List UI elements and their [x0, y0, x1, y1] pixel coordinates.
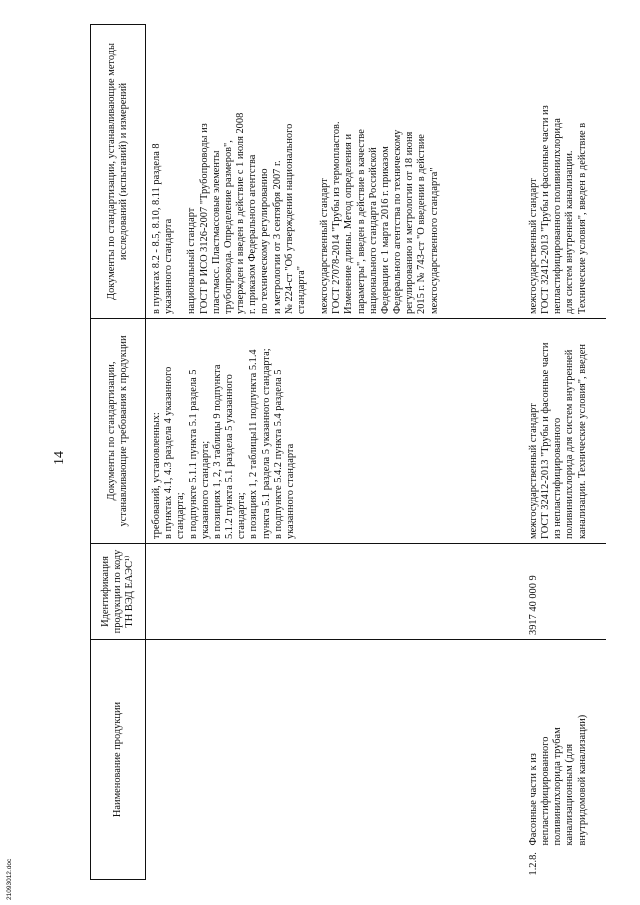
text-line: в подпункте 5.4.2 пункта 5.4 раздела 5	[272, 369, 284, 539]
text-line: стандарта;	[236, 492, 248, 539]
text-line: межгосударственный стандарт	[319, 178, 331, 314]
text-line: межгосударственного стандарта"	[428, 167, 440, 314]
table-row-continued	[146, 25, 522, 880]
text-line: в позициях 1, 2 таблицы11 подпункта 5.1.4	[248, 349, 260, 539]
cell-test-methods-continued	[146, 25, 522, 319]
name-line	[577, 644, 589, 876]
text-line: стандарта"	[295, 266, 307, 314]
standards-table	[90, 24, 606, 880]
standard-ref-gost-27078	[319, 29, 441, 315]
text-line: Фасонные части к из	[527, 753, 539, 846]
text-line: в пунктах 4.1, 4.3 раздела 4 указанного	[163, 366, 175, 539]
text-line: межгосударственный стандарт	[527, 403, 539, 539]
text-line: поливинилхлорида трубам	[552, 727, 564, 846]
text-line: поливинилхлорида для систем внутренней	[564, 349, 576, 539]
text-line: утвержден и введен в действие с 1 июля 2008	[235, 112, 247, 314]
text-line: Изменение длины. Метод определения и	[343, 134, 355, 314]
text-line: канализации. Технические условия", введен	[576, 344, 588, 539]
text-line: регулированию и метрологии от 18 июня	[404, 131, 416, 314]
name-line	[552, 644, 564, 876]
standard-ref-gost-r-iso-3126	[186, 29, 308, 315]
header-test-method-standards: Документы по стандартизации, устанавливающие методы исследований (испытаний) и измерений	[91, 25, 146, 319]
text-line: ГОСТ 32412-2013 "Трубы и фасонные части из	[540, 105, 552, 314]
header-product-name: Наименование продукции	[91, 640, 146, 880]
text-line: в подпункте 5.1.1 пункта 5.1 раздела 5	[187, 369, 199, 539]
text-line: непластифицированного	[540, 736, 552, 846]
table-header-row	[91, 25, 146, 880]
text-line: трубопровода. Определение размеров",	[222, 140, 234, 314]
text-line: ГОСТ 27078-2014 "Трубы из термопластов.	[331, 121, 343, 314]
cell-requirements-continued	[146, 319, 522, 544]
text-line: внутридомовой канализации)	[576, 714, 588, 846]
text-line: пластмасс. Пластмассовые элементы	[210, 150, 222, 314]
text-line: указанного стандарта;	[199, 440, 211, 539]
cell-test-methods	[522, 25, 606, 319]
page-number: 14	[52, 451, 67, 465]
text-line: непластифицированного поливинилхлорида	[552, 118, 564, 314]
text-line: в позициях 1, 2, 3 таблицы 9 подпункта	[211, 364, 223, 539]
cell-product-name	[522, 640, 606, 880]
text-line: Федерального агентства по техническому	[392, 129, 404, 314]
text-line: Федерации с 1 марта 2016 г. приказом	[379, 146, 391, 314]
cell-empty-name	[146, 640, 522, 880]
row-number: 1.2.8.	[527, 852, 539, 876]
text-line: для систем внутренней канализации.	[564, 150, 576, 314]
text-line: пункта 5.1 раздела 5 указанного стандарта;	[260, 348, 272, 539]
cell-empty-code	[146, 544, 522, 640]
cell-tnved-code	[522, 544, 606, 640]
text-line: национального стандарта Российской	[367, 147, 379, 314]
tnved-code: 3917 40 000 9	[527, 575, 539, 635]
standard-ref-sections	[151, 29, 175, 315]
text-line: и метрологии от 3 сентября 2007 г.	[271, 160, 283, 314]
name-line-first	[528, 644, 540, 876]
header-requirement-standards: Документы по стандартизации, устанавливающие требования к продукции	[91, 319, 146, 544]
footer-file-code: 21093012.doc	[6, 858, 13, 900]
text-line: национальный стандарт	[186, 207, 198, 314]
text-line: по техническому регулированию	[259, 168, 271, 314]
text-line: ГОСТ Р ИСО 3126-2007 "Трубопроводы из	[198, 123, 210, 314]
text-line: указанного стандарта	[163, 218, 175, 314]
text-line: Технические условия", введен в действие в	[576, 122, 588, 314]
table-row-1-2-8	[522, 25, 606, 880]
text-line: № 224-ст "Об утверждении национального	[283, 123, 295, 314]
text-line: канализационным (для	[564, 743, 576, 846]
text-line: 5.1.2 пункта 5.1 раздела 5 указанного	[224, 374, 236, 539]
text-line: из непластифицированного	[552, 417, 564, 539]
name-line	[564, 644, 576, 876]
text-line: ГОСТ 32412-2013 "Трубы и фасонные части	[540, 342, 552, 539]
text-line: г. приказом Федерального агентства	[247, 154, 259, 314]
text-line: требований, установленных:	[151, 412, 162, 539]
text-line: межгосударственный стандарт	[527, 178, 539, 314]
cell-requirements	[522, 319, 606, 544]
text-line: указанного стандарта	[284, 443, 296, 539]
text-line: 2015 г. № 743-ст "О введении в действие	[416, 134, 428, 314]
text-line: в пунктах 8.2 - 8.5, 8.10, 8.11 раздела 8	[151, 143, 162, 314]
rotated-landscape-page	[48, 25, 620, 880]
header-tnved-code: Идентификация продукции по коду ТН ВЭД ЕАЭС¹⁾	[91, 544, 146, 640]
text-line: стандарта;	[175, 492, 187, 539]
text-line: параметры", введен в действие в качестве	[355, 129, 367, 314]
name-line	[540, 644, 552, 876]
